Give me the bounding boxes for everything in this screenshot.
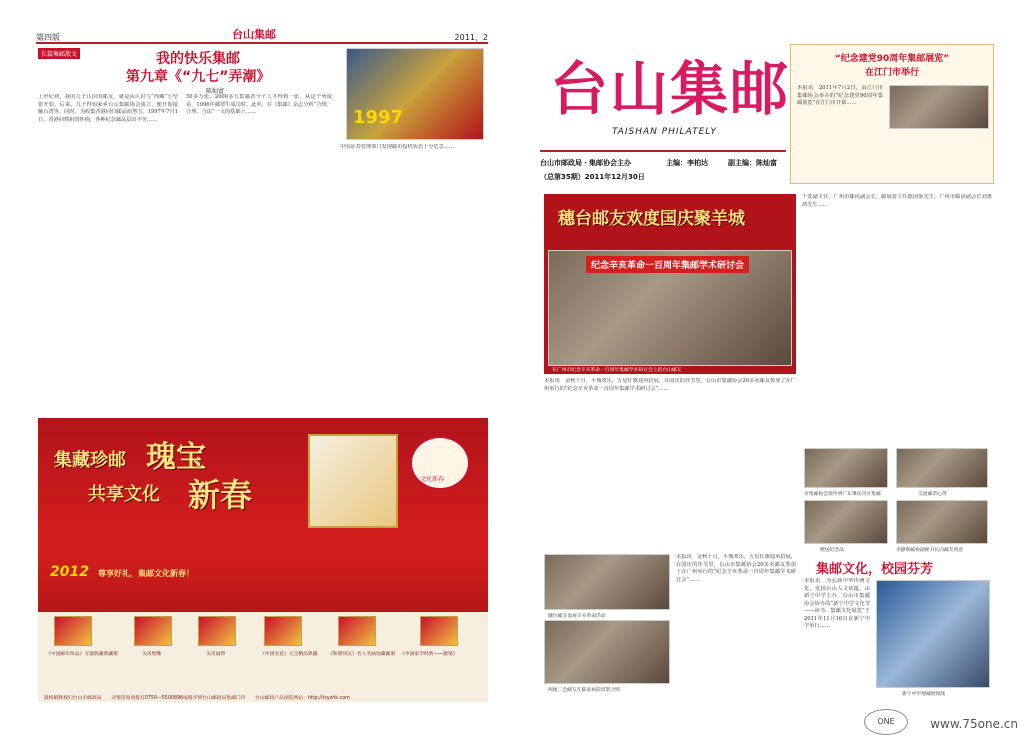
visit-photo [544, 554, 670, 610]
stamp-1997-image [346, 48, 484, 140]
news-box-photo [889, 85, 989, 129]
thumb-photo [896, 500, 988, 544]
section2-photo [876, 580, 990, 688]
product-label: 关帝壁雕 [142, 652, 162, 657]
ad-products-row [38, 612, 488, 692]
masthead-english: TAISHAN PHILATELY [612, 127, 717, 137]
page-section-label: 第四版 [36, 33, 60, 42]
product-label: 《和谐同庆》名人名画珍藏邮册 [328, 652, 396, 657]
deputy-editor: 副主编：陈灿富 [728, 159, 777, 167]
header-mini-logo: 台山集邮 [232, 28, 276, 41]
thumb-caption: 交流邮票心得 [918, 492, 947, 497]
watermark-logo: ONE [864, 709, 908, 735]
section2-caption: 新宁中学展邮展现场 [902, 692, 946, 697]
ad-banner [38, 418, 488, 702]
thumb-photo [804, 448, 888, 488]
main-article-body: 本报讯 金秋十月，平城欢乐，五星红旗迎风招展，在国庆的佳节里，台山市集邮协会20多名邮友参加了在广州举行的“纪念辛亥革命一百周年集邮学术研讨会”…… [544, 378, 796, 392]
article-column-2: 50多万张。2000多万集邮者今个人才得到一张，从这个角度看，1996年邮票生成司时。此外，在《集邮》杂志分析“合情、合理、合法”一文的基础上…… [186, 94, 332, 115]
banner-title: 穗台邮友欢度国庆聚羊城 [558, 209, 745, 229]
product-item [420, 616, 458, 646]
visit-photo-caption: 穗台邮友参观辛亥革命活动 [548, 614, 606, 619]
publisher: 台山市邮政局・集邮协会主办 [540, 159, 631, 167]
article-title: 我的快乐集邮 [156, 51, 240, 67]
lead-banner [544, 194, 796, 374]
banner-subtitle: 纪念辛亥革命一百周年集邮学术研讨会 [586, 256, 749, 273]
masthead-rule [540, 150, 786, 152]
article-subtitle: 第九章《“九七”弄潮》 [126, 69, 271, 85]
article-column-3: 中国证券管理部门发现邮市投机状态十分危急…… [340, 144, 455, 150]
ad-seal-label: 文化新春 [420, 476, 445, 483]
ad-footer: 最终解释权归台山市邮政局 详情咨询请拨打0750—5500898或移步到台山邮政局集邮门市 台山邮政产品浏览网站：http://tsyzhk.com [38, 692, 488, 702]
section2-body: 本报讯 为弘扬中华传统文化，发扬台山人文底蕴，由新宁中学主办，台山市集邮协会协办的“新宁中学文化节——读书、集邮文化展览”于2011年11月16日在新宁中学举行…… [804, 578, 870, 629]
ad-stamp-image [308, 434, 398, 528]
product-item [198, 616, 236, 646]
product-item [54, 616, 92, 646]
product-label: 《中国名花》元宝精品典藏 [260, 652, 318, 657]
product-label: 《中国家学经典——激情》 [400, 652, 458, 657]
column-badge: 长篇集邮散文 [38, 48, 80, 59]
thumb-caption: 赠送纪念品 [820, 548, 844, 553]
thumb-caption: 市集邮协会领导到广东肇庆市区集邮 [804, 492, 881, 497]
main-article-continued: 本报讯 金秋十月，平城欢乐，五星红旗迎风招展，在国庆的佳节里，台山市集邮协会20多名邮友参加了在广州举行的“纪念辛亥革命一百周年集邮学术研讨会”…… [676, 554, 796, 583]
banner-caption: 在广州市纪念辛亥革命一百周年集邮学术研讨会上的台山邮友 [552, 368, 682, 373]
thumb-photo [896, 448, 988, 488]
ad-year: 2012 [50, 564, 89, 580]
stamp-year-label: 1997 [353, 107, 404, 128]
news-box-body: 本报讯 2011年7月2日，由江门市集邮协会举办的“纪念建党90周年集邮展览”在江门市开幕…… [797, 85, 883, 106]
editor: 主编：李柏达 [666, 159, 708, 167]
ad-slogan: 尊享好礼，集邮文化新春！ [98, 569, 194, 578]
product-label: 《中国邮币珍品》专题收藏典藏册 [46, 652, 118, 657]
thumb-photo [804, 500, 888, 544]
news-box-title-1: “纪念建党90周年集邮展览” [834, 54, 950, 64]
page-date: 2011，2 [454, 33, 488, 42]
author-name: 陈灿富 [206, 88, 225, 95]
ad-title-4: 新春 [188, 476, 253, 514]
product-label: 关帝福祭 [206, 652, 226, 657]
product-item [264, 616, 302, 646]
header-rule [36, 42, 488, 44]
watermark-url: www.75one.cn [930, 717, 1018, 731]
ad-seal [410, 436, 470, 490]
article-column-1: 上世纪初，我的几子认识的邮友，就是从认识与“西藏”小型张开始。后来，几子得知家乡台山集邮协会成立，便开始接触台湾等。同时，为收集香港回归邮品而努力。1997年7月1日，香港回到祖国怀抱，各种纪念邮品层出不穷…… [38, 94, 178, 123]
news-box-title-2: 在江门市举行 [864, 68, 919, 78]
left-page [36, 28, 488, 708]
ad-title-3: 共享文化 [88, 484, 160, 505]
group-photo-caption: 两地三会邮友在陈家祠前留影合照 [548, 688, 620, 693]
product-item [134, 616, 172, 646]
section2-title: 集邮文化，校园芬芳 [816, 562, 934, 577]
side-column-text: 干处副主任，广州市邮协副会长、邮展委主任陈国鉴先生，广州市邮协副会长刘惠鸿先生…… [802, 194, 992, 208]
news-box [790, 44, 994, 184]
thumb-caption: 李静辉邮协副秘书长向邮友致意 [896, 548, 964, 553]
issue-info: （总第35期）2011年12月30日 [540, 173, 645, 181]
right-page [540, 32, 994, 708]
ad-title-1: 集藏珍邮 [54, 450, 126, 471]
masthead-logo: 台山集邮 [550, 55, 791, 123]
ad-title-2: 瑰宝 [146, 440, 206, 475]
product-item [338, 616, 376, 646]
group-photo [544, 620, 670, 684]
